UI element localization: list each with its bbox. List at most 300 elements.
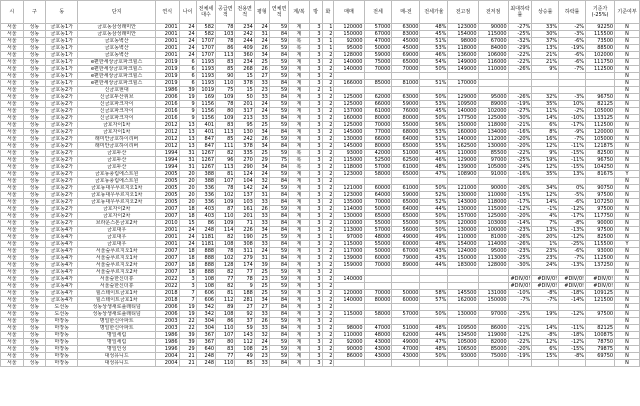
table-cell[interactable]: 84 [269, 304, 288, 311]
table-cell[interactable]: 23 [254, 87, 269, 94]
table-cell[interactable]: 1267 [196, 150, 215, 157]
table-cell[interactable]: 2006 [155, 311, 179, 318]
table-cell[interactable]: 13% [532, 45, 559, 52]
table-cell[interactable]: 서울 [1, 31, 24, 38]
table-cell[interactable]: 서울 [1, 283, 24, 290]
table-cell[interactable]: 39 [179, 87, 196, 94]
table-cell[interactable] [364, 304, 392, 311]
table-cell[interactable]: 2005 [155, 199, 179, 206]
table-cell[interactable]: N [615, 31, 640, 38]
table-cell[interactable]: 107 [216, 178, 235, 185]
table-cell[interactable]: N [615, 290, 640, 297]
table-cell[interactable]: 서울 [1, 332, 24, 339]
table-cell[interactable]: 27 [235, 304, 254, 311]
table-cell[interactable]: 42000 [364, 150, 392, 157]
table-cell[interactable]: 계 [289, 339, 309, 346]
table-cell[interactable]: 73500 [586, 38, 615, 45]
table-cell[interactable]: 3 [309, 31, 322, 38]
table-cell[interactable]: 2 [322, 339, 334, 346]
table-cell[interactable]: 64000 [392, 206, 420, 213]
table-cell[interactable]: -22% [508, 59, 532, 66]
table-cell[interactable] [334, 269, 364, 276]
table-cell[interactable]: 성동 [23, 248, 46, 255]
table-cell[interactable]: 복 [289, 38, 309, 45]
table-cell[interactable] [478, 269, 508, 276]
table-cell[interactable]: 124000 [448, 248, 478, 255]
table-cell[interactable]: -7% [532, 297, 559, 304]
table-cell[interactable]: 12% [532, 164, 559, 171]
table-cell[interactable]: -25% [508, 255, 532, 262]
table-cell[interactable]: 계 [289, 122, 309, 129]
table-cell[interactable]: 1156 [196, 115, 215, 122]
table-cell[interactable]: 31 [254, 192, 269, 199]
table-cell[interactable]: 85 [216, 136, 235, 143]
table-cell[interactable]: 30% [532, 31, 559, 38]
table-cell[interactable]: #DIV/0! [586, 283, 615, 290]
table-cell[interactable]: 2019 [155, 66, 179, 73]
table-cell[interactable]: 2 [322, 360, 334, 367]
table-cell[interactable]: 39 [179, 339, 196, 346]
table-cell[interactable] [532, 73, 559, 80]
table-cell[interactable]: 84 [269, 52, 288, 59]
table-cell[interactable]: 계 [289, 234, 309, 241]
table-cell[interactable]: 24 [179, 227, 196, 234]
table-cell[interactable]: -6% [559, 199, 586, 206]
table-cell[interactable]: 금호동2가 [46, 157, 78, 164]
table-cell[interactable]: 33 [254, 241, 269, 248]
table-cell[interactable] [559, 304, 586, 311]
table-cell[interactable]: 금호동2가 [46, 150, 78, 157]
table-cell[interactable]: 378 [235, 80, 254, 87]
table-cell[interactable]: 130000 [334, 136, 364, 143]
table-cell[interactable]: 92000 [334, 339, 364, 346]
table-cell[interactable]: 22 [179, 318, 196, 325]
table-cell[interactable]: 금호두산 [78, 164, 155, 171]
table-cell[interactable]: 150000 [448, 122, 478, 129]
table-cell[interactable]: 성동 [23, 150, 46, 157]
table-cell[interactable] [508, 73, 532, 80]
table-cell[interactable]: 3 [309, 73, 322, 80]
table-cell[interactable]: 2 [322, 248, 334, 255]
table-cell[interactable]: 1181 [196, 234, 215, 241]
table-cell[interactable]: 계 [289, 269, 309, 276]
table-cell[interactable]: 84 [269, 325, 288, 332]
table-cell[interactable]: -11% [559, 157, 586, 164]
table-cell[interactable]: 162500 [448, 143, 478, 150]
column-header[interactable]: 구 [23, 1, 46, 24]
table-cell[interactable]: 60000 [392, 241, 420, 248]
table-cell[interactable]: 103000 [478, 220, 508, 227]
column-header[interactable]: 전세가율 [420, 1, 448, 24]
table-cell[interactable]: 3 [309, 108, 322, 115]
table-cell[interactable]: 65000 [392, 199, 420, 206]
table-cell[interactable]: 43% [420, 255, 448, 262]
table-cell[interactable]: 2016 [155, 108, 179, 115]
table-cell[interactable]: 25 [254, 150, 269, 157]
table-cell[interactable]: 90000 [478, 24, 508, 31]
table-cell[interactable]: 3 [309, 115, 322, 122]
table-cell[interactable]: 성동 [23, 339, 46, 346]
table-cell[interactable]: 50 [235, 94, 254, 101]
table-cell[interactable]: 82 [216, 283, 235, 290]
table-cell[interactable]: 1 [322, 45, 334, 52]
table-cell[interactable]: 서울숲푸르지오2차 [78, 262, 155, 269]
table-cell[interactable]: 130000 [448, 311, 478, 318]
table-cell[interactable]: N [615, 325, 640, 332]
table-cell[interactable]: 2004 [155, 360, 179, 367]
table-cell[interactable]: 78 [216, 248, 235, 255]
table-cell[interactable]: 86 [216, 318, 235, 325]
table-cell[interactable]: 113 [216, 52, 235, 59]
table-cell[interactable]: 8% [532, 129, 559, 136]
table-cell[interactable]: 2019 [155, 59, 179, 66]
table-cell[interactable]: 112500 [586, 66, 615, 73]
table-cell[interactable]: 67000 [392, 248, 420, 255]
table-cell[interactable]: 48% [420, 325, 448, 332]
table-cell[interactable] [420, 178, 448, 185]
table-cell[interactable] [364, 269, 392, 276]
table-cell[interactable]: 37 [235, 318, 254, 325]
table-cell[interactable]: 3 [309, 38, 322, 45]
table-cell[interactable]: 계 [289, 178, 309, 185]
table-cell[interactable]: 33 [254, 199, 269, 206]
table-cell[interactable]: 금호동4가 [46, 227, 78, 234]
table-cell[interactable]: 162000 [448, 297, 478, 304]
table-cell[interactable]: 24 [179, 52, 196, 59]
table-cell[interactable] [586, 87, 615, 94]
table-cell[interactable]: 48% [420, 241, 448, 248]
table-cell[interactable]: 157000 [448, 213, 478, 220]
table-cell[interactable]: -16% [508, 129, 532, 136]
table-cell[interactable]: 39 [179, 332, 196, 339]
table-cell[interactable]: 9 [235, 283, 254, 290]
table-cell[interactable]: 102 [216, 192, 235, 199]
table-cell[interactable]: 계 [289, 262, 309, 269]
table-cell[interactable]: 70000 [364, 290, 392, 297]
table-cell[interactable]: 81675 [586, 171, 615, 178]
table-cell[interactable]: 성동 [23, 325, 46, 332]
table-cell[interactable]: 계 [289, 73, 309, 80]
table-cell[interactable]: 9 [179, 115, 196, 122]
table-cell[interactable]: 2 [322, 206, 334, 213]
table-cell[interactable] [478, 87, 508, 94]
table-cell[interactable]: 성동 [23, 178, 46, 185]
table-cell[interactable]: 서울 [1, 276, 24, 283]
table-cell[interactable]: -23% [508, 227, 532, 234]
table-cell[interactable]: 139000 [334, 255, 364, 262]
table-cell[interactable]: 25 [254, 234, 269, 241]
table-cell[interactable]: 317 [235, 108, 254, 115]
table-cell[interactable]: 248 [196, 227, 215, 234]
table-cell[interactable]: 60000 [364, 255, 392, 262]
table-cell[interactable]: 82125 [586, 101, 615, 108]
table-cell[interactable]: 888 [196, 248, 215, 255]
table-cell[interactable]: 2005 [155, 185, 179, 192]
table-cell[interactable] [364, 178, 392, 185]
table-cell[interactable]: 183000 [448, 262, 478, 269]
column-header[interactable]: 전체세대수 [196, 1, 215, 24]
table-cell[interactable]: 2012 [155, 122, 179, 129]
table-cell[interactable] [420, 283, 448, 290]
column-header[interactable]: 기준여부 [615, 1, 640, 24]
table-cell[interactable]: N [615, 213, 640, 220]
table-cell[interactable]: 23% [532, 255, 559, 262]
table-cell[interactable]: 15 [235, 73, 254, 80]
table-cell[interactable]: 서울 [1, 255, 24, 262]
table-cell[interactable]: 1707 [196, 38, 215, 45]
table-cell[interactable]: 582 [196, 31, 215, 38]
table-cell[interactable] [478, 80, 508, 87]
table-cell[interactable]: 59 [269, 185, 288, 192]
table-cell[interactable]: 금호동4가 [46, 290, 78, 297]
table-cell[interactable]: 234 [235, 59, 254, 66]
table-cell[interactable]: 81 [216, 171, 235, 178]
table-cell[interactable]: 계 [289, 136, 309, 143]
table-cell[interactable]: 금호동2가 [46, 213, 78, 220]
table-cell[interactable]: 56% [420, 122, 448, 129]
table-cell[interactable]: 2 [322, 346, 334, 353]
table-cell[interactable]: 2001 [155, 45, 179, 52]
table-cell[interactable] [478, 178, 508, 185]
table-cell[interactable]: 166000 [334, 80, 364, 87]
table-cell[interactable]: 55% [420, 143, 448, 150]
table-cell[interactable]: 89 [216, 304, 235, 311]
table-cell[interactable]: 2022 [155, 276, 179, 283]
table-cell[interactable]: N [615, 297, 640, 304]
table-cell[interactable]: 2006 [155, 304, 179, 311]
table-cell[interactable] [586, 80, 615, 87]
table-cell[interactable]: 6 [179, 80, 196, 87]
table-cell[interactable]: 114000 [334, 206, 364, 213]
table-cell[interactable]: 복 [289, 150, 309, 157]
table-cell[interactable]: 성동 [23, 94, 46, 101]
table-cell[interactable]: 금호동1가 [46, 80, 78, 87]
table-cell[interactable]: 159000 [334, 262, 364, 269]
table-cell[interactable] [586, 178, 615, 185]
table-cell[interactable]: 150000 [478, 297, 508, 304]
table-cell[interactable]: 190 [235, 234, 254, 241]
table-cell[interactable]: 2007 [155, 206, 179, 213]
table-cell[interactable]: 55000 [364, 241, 392, 248]
table-cell[interactable]: 3 [309, 339, 322, 346]
table-cell[interactable]: 84 [269, 115, 288, 122]
table-cell[interactable]: 3 [309, 290, 322, 297]
table-cell[interactable]: 금호동2가 [46, 115, 78, 122]
table-cell[interactable]: 60000 [364, 185, 392, 192]
table-cell[interactable] [334, 318, 364, 325]
table-cell[interactable]: 계 [289, 59, 309, 66]
table-cell[interactable]: 62000 [392, 332, 420, 339]
table-cell[interactable]: N [615, 136, 640, 143]
table-cell[interactable]: 90000 [334, 346, 364, 353]
table-cell[interactable]: 3 [309, 227, 322, 234]
table-cell[interactable]: 59 [269, 269, 288, 276]
table-cell[interactable]: 81000 [392, 80, 420, 87]
column-header[interactable]: 기준가(-25%) [586, 1, 615, 24]
table-cell[interactable]: 힐스테이트금호1차 [78, 290, 155, 297]
table-cell[interactable]: 서울 [1, 290, 24, 297]
table-cell[interactable]: 계 [289, 80, 309, 87]
table-cell[interactable]: 20 [179, 171, 196, 178]
table-cell[interactable]: 847 [196, 143, 215, 150]
table-cell[interactable]: 31 [254, 31, 269, 38]
table-cell[interactable]: 계 [289, 255, 309, 262]
table-cell[interactable]: 61000 [392, 185, 420, 192]
column-header[interactable]: 매매 [334, 1, 364, 24]
table-cell[interactable]: 서울 [1, 220, 24, 227]
table-cell[interactable]: 14% [532, 199, 559, 206]
table-cell[interactable]: 10% [559, 101, 586, 108]
table-cell[interactable]: 59 [269, 24, 288, 31]
table-cell[interactable]: 70000 [364, 66, 392, 73]
table-cell[interactable]: 성동 [23, 143, 46, 150]
table-cell[interactable]: -21% [508, 325, 532, 332]
table-cell[interactable]: 금호동벽산 [78, 52, 155, 59]
table-cell[interactable]: 계 [289, 24, 309, 31]
table-cell[interactable]: 84 [269, 220, 288, 227]
table-cell[interactable] [508, 304, 532, 311]
table-cell[interactable]: N [615, 66, 640, 73]
table-cell[interactable]: 2 [322, 143, 334, 150]
table-cell[interactable]: 2 [322, 122, 334, 129]
table-cell[interactable]: 109 [216, 115, 235, 122]
table-cell[interactable]: 1986 [155, 339, 179, 346]
table-cell[interactable]: 59 [269, 45, 288, 52]
table-cell[interactable]: 149000 [448, 66, 478, 73]
table-cell[interactable]: 금호동2가 [46, 185, 78, 192]
table-cell[interactable]: 서울 [1, 185, 24, 192]
table-cell[interactable]: 403 [196, 206, 215, 213]
table-cell[interactable]: 서울 [1, 59, 24, 66]
table-cell[interactable]: 123000 [334, 171, 364, 178]
table-cell[interactable]: 105000 [586, 108, 615, 115]
table-cell[interactable]: 성동 [23, 213, 46, 220]
table-cell[interactable]: 125000 [334, 122, 364, 129]
table-cell[interactable]: 2022 [155, 283, 179, 290]
table-cell[interactable]: 성동 [23, 24, 46, 31]
table-cell[interactable]: 2 [322, 269, 334, 276]
table-cell[interactable]: 금호동2가 [46, 101, 78, 108]
table-cell[interactable]: 2 [322, 178, 334, 185]
table-cell[interactable]: 80 [216, 339, 235, 346]
table-cell[interactable] [364, 87, 392, 94]
table-cell[interactable]: 15 [235, 87, 254, 94]
table-cell[interactable]: 1 [322, 24, 334, 31]
table-cell[interactable] [392, 318, 420, 325]
table-cell[interactable]: 계 [289, 311, 309, 318]
table-cell[interactable]: 성동 [23, 346, 46, 353]
table-cell[interactable]: #DIV/0! [559, 276, 586, 283]
table-cell[interactable]: 2 [322, 192, 334, 199]
table-cell[interactable]: 92250 [586, 24, 615, 31]
column-header[interactable]: 단지 [78, 1, 155, 24]
table-cell[interactable]: 110000 [334, 220, 364, 227]
table-cell[interactable]: 11% [532, 108, 559, 115]
table-cell[interactable]: 47% [420, 171, 448, 178]
table-cell[interactable]: -26% [508, 241, 532, 248]
table-cell[interactable]: 55000 [364, 220, 392, 227]
table-cell[interactable]: 신금호두산위브 [78, 94, 155, 101]
table-cell[interactable]: 2004 [155, 353, 179, 360]
table-cell[interactable]: 1181 [196, 241, 215, 248]
table-cell[interactable]: -1% [532, 206, 559, 213]
table-cell[interactable]: 계 [289, 94, 309, 101]
table-cell[interactable]: 80000 [364, 143, 392, 150]
table-cell[interactable] [392, 283, 420, 290]
table-cell[interactable]: 79000 [392, 255, 420, 262]
table-cell[interactable]: -25% [559, 241, 586, 248]
table-cell[interactable]: 35% [532, 101, 559, 108]
table-cell[interactable]: 76000 [392, 108, 420, 115]
table-cell[interactable]: 3 [179, 283, 196, 290]
table-cell[interactable]: 금호자이2차 [78, 206, 155, 213]
table-cell[interactable]: 1 [322, 87, 334, 94]
table-cell[interactable]: 84000 [478, 45, 508, 52]
table-cell[interactable]: 45000 [392, 45, 420, 52]
table-cell[interactable]: 582 [196, 24, 215, 31]
table-cell[interactable] [559, 80, 586, 87]
table-cell[interactable]: 52500 [364, 157, 392, 164]
table-cell[interactable]: 성동 [23, 332, 46, 339]
table-cell[interactable]: 121000 [448, 185, 478, 192]
table-cell[interactable]: 금호두산 [78, 157, 155, 164]
table-cell[interactable]: 금호동2가 [46, 136, 78, 143]
table-cell[interactable]: 97000 [334, 234, 364, 241]
table-cell[interactable]: 59000 [364, 52, 392, 59]
table-cell[interactable]: 명일세림 [78, 332, 155, 339]
table-cell[interactable]: 50% [420, 213, 448, 220]
table-cell[interactable]: 78750 [586, 339, 615, 346]
table-cell[interactable]: 50000 [392, 290, 420, 297]
table-cell[interactable]: 금호동2가 [46, 206, 78, 213]
column-header[interactable]: 동 [46, 1, 78, 24]
table-cell[interactable]: 86 [216, 45, 235, 52]
table-cell[interactable]: 7 [179, 297, 196, 304]
table-cell[interactable]: 2001 [155, 241, 179, 248]
table-cell[interactable]: 24 [254, 108, 269, 115]
table-cell[interactable]: 3 [309, 325, 322, 332]
table-cell[interactable] [478, 318, 508, 325]
table-cell[interactable]: 20 [179, 185, 196, 192]
table-cell[interactable]: 24 [254, 339, 269, 346]
table-cell[interactable]: 116000 [478, 59, 508, 66]
table-cell[interactable]: 계 [289, 101, 309, 108]
table-cell[interactable]: 65000 [392, 213, 420, 220]
table-cell[interactable]: 금호동2가 [46, 220, 78, 227]
table-cell[interactable]: 63000 [392, 24, 420, 31]
table-cell[interactable]: 18 [179, 213, 196, 220]
table-cell[interactable]: 마장동 [46, 318, 78, 325]
table-cell[interactable]: 14% [532, 325, 559, 332]
table-cell[interactable]: 59 [269, 276, 288, 283]
table-cell[interactable]: 58000 [364, 311, 392, 318]
table-cell[interactable]: 65000 [364, 213, 392, 220]
table-cell[interactable]: 59000 [392, 101, 420, 108]
table-cell[interactable]: 서울 [1, 297, 24, 304]
table-cell[interactable]: 33 [254, 80, 269, 87]
table-cell[interactable]: 서울 [1, 227, 24, 234]
table-cell[interactable]: 108 [235, 346, 254, 353]
table-cell[interactable]: 80 [216, 108, 235, 115]
table-cell[interactable] [532, 360, 559, 367]
table-cell[interactable] [392, 360, 420, 367]
table-cell[interactable]: 139000 [448, 164, 478, 171]
table-cell[interactable]: 3 [309, 304, 322, 311]
table-cell[interactable]: 서울 [1, 206, 24, 213]
table-cell[interactable]: 133125 [586, 115, 615, 122]
table-cell[interactable]: N [615, 185, 640, 192]
table-cell[interactable]: 성동 [23, 59, 46, 66]
